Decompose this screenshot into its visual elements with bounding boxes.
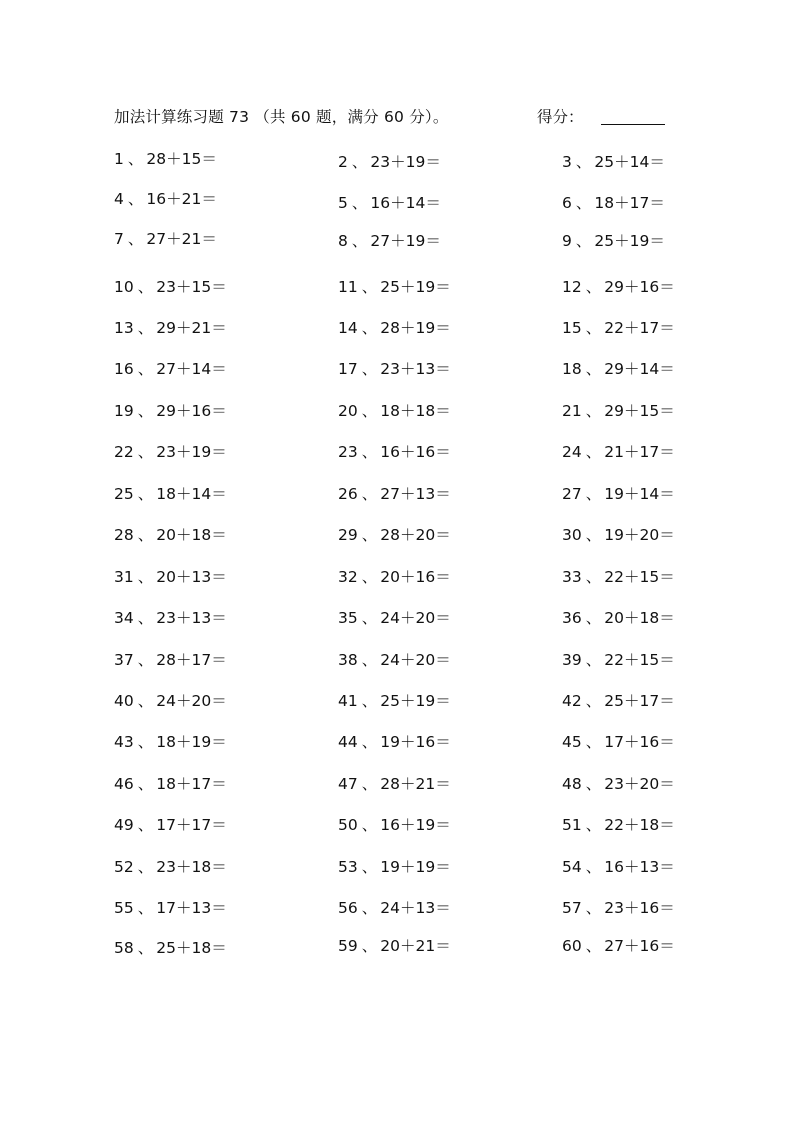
problem-expression: 23＋19＝ bbox=[370, 153, 441, 171]
problem-separator: 、 bbox=[137, 651, 154, 669]
problem-number: 48 bbox=[562, 775, 582, 793]
problem-number: 10 bbox=[114, 278, 134, 296]
problem-expression: 19＋14＝ bbox=[604, 485, 675, 503]
problem-separator: 、 bbox=[361, 609, 378, 627]
problem-number: 30 bbox=[562, 526, 582, 544]
problem-separator: 、 bbox=[127, 230, 144, 248]
problem-separator: 、 bbox=[361, 526, 378, 544]
problem-expression: 27＋21＝ bbox=[146, 230, 217, 248]
problem-expression: 27＋14＝ bbox=[156, 360, 227, 378]
problem-expression: 25＋17＝ bbox=[604, 692, 675, 710]
problem-number: 9 bbox=[562, 232, 572, 250]
problem-expression: 28＋20＝ bbox=[380, 526, 451, 544]
problem-number: 2 bbox=[338, 153, 348, 171]
problem-expression: 27＋13＝ bbox=[380, 485, 451, 503]
problem-item bbox=[338, 276, 451, 298]
problem-item bbox=[114, 188, 217, 210]
problem-separator: 、 bbox=[585, 651, 602, 669]
problem-item bbox=[114, 441, 227, 463]
problem-separator: 、 bbox=[585, 485, 602, 503]
problem-separator: 、 bbox=[361, 937, 378, 955]
problem-expression: 28＋17＝ bbox=[156, 651, 227, 669]
problem-separator: 、 bbox=[137, 692, 154, 710]
problem-number: 5 bbox=[338, 194, 348, 212]
problem-separator: 、 bbox=[585, 609, 602, 627]
score-label: 得分： bbox=[537, 108, 584, 126]
problem-item bbox=[338, 935, 451, 957]
problem-item bbox=[114, 483, 227, 505]
problem-number: 59 bbox=[338, 937, 358, 955]
problem-item bbox=[114, 897, 227, 919]
problem-item bbox=[562, 276, 675, 298]
problem-item bbox=[114, 228, 217, 250]
problem-expression: 28＋19＝ bbox=[380, 319, 451, 337]
problem-item bbox=[562, 524, 675, 546]
problem-number: 35 bbox=[338, 609, 358, 627]
problem-item bbox=[114, 731, 227, 753]
problem-separator: 、 bbox=[585, 568, 602, 586]
problem-expression: 25＋18＝ bbox=[156, 939, 227, 957]
problem-separator: 、 bbox=[585, 526, 602, 544]
problem-expression: 29＋14＝ bbox=[604, 360, 675, 378]
problem-number: 18 bbox=[562, 360, 582, 378]
problem-item bbox=[338, 192, 441, 214]
problem-number: 15 bbox=[562, 319, 582, 337]
problem-expression: 28＋15＝ bbox=[146, 150, 217, 168]
problem-item bbox=[114, 524, 227, 546]
problem-separator: 、 bbox=[585, 733, 602, 751]
problem-separator: 、 bbox=[137, 360, 154, 378]
problem-expression: 17＋16＝ bbox=[604, 733, 675, 751]
problem-number: 23 bbox=[338, 443, 358, 461]
problem-separator: 、 bbox=[585, 278, 602, 296]
problem-number: 25 bbox=[114, 485, 134, 503]
problem-expression: 19＋20＝ bbox=[604, 526, 675, 544]
problem-separator: 、 bbox=[361, 858, 378, 876]
problem-expression: 21＋17＝ bbox=[604, 443, 675, 461]
problem-number: 54 bbox=[562, 858, 582, 876]
problem-number: 39 bbox=[562, 651, 582, 669]
problem-separator: 、 bbox=[585, 937, 602, 955]
problem-number: 4 bbox=[114, 190, 124, 208]
problem-item bbox=[114, 814, 227, 836]
problem-expression: 22＋15＝ bbox=[604, 651, 675, 669]
problem-item bbox=[562, 773, 675, 795]
problem-number: 1 bbox=[114, 150, 124, 168]
problem-number: 29 bbox=[338, 526, 358, 544]
problem-item bbox=[562, 483, 675, 505]
problem-item bbox=[338, 524, 451, 546]
problem-item bbox=[114, 937, 227, 959]
problem-item bbox=[338, 897, 451, 919]
problem-expression: 19＋19＝ bbox=[380, 858, 451, 876]
problem-item bbox=[562, 897, 675, 919]
problem-separator: 、 bbox=[361, 733, 378, 751]
problem-number: 26 bbox=[338, 485, 358, 503]
problem-separator: 、 bbox=[137, 816, 154, 834]
problem-number: 24 bbox=[562, 443, 582, 461]
problem-number: 49 bbox=[114, 816, 134, 834]
problem-expression: 18＋17＝ bbox=[594, 194, 665, 212]
problem-item bbox=[114, 649, 227, 671]
problem-item bbox=[114, 400, 227, 422]
problem-separator: 、 bbox=[351, 194, 368, 212]
problem-number: 38 bbox=[338, 651, 358, 669]
problem-separator: 、 bbox=[137, 899, 154, 917]
problem-expression: 18＋14＝ bbox=[156, 485, 227, 503]
problem-separator: 、 bbox=[361, 775, 378, 793]
problem-item bbox=[338, 856, 451, 878]
problem-item bbox=[562, 230, 665, 252]
problem-expression: 20＋16＝ bbox=[380, 568, 451, 586]
problem-separator: 、 bbox=[585, 858, 602, 876]
problem-number: 32 bbox=[338, 568, 358, 586]
problem-expression: 16＋21＝ bbox=[146, 190, 217, 208]
problem-separator: 、 bbox=[361, 568, 378, 586]
problem-number: 56 bbox=[338, 899, 358, 917]
problem-item bbox=[562, 400, 675, 422]
problem-item bbox=[114, 566, 227, 588]
problem-expression: 25＋14＝ bbox=[594, 153, 665, 171]
problem-number: 60 bbox=[562, 937, 582, 955]
problem-separator: 、 bbox=[575, 194, 592, 212]
problem-expression: 24＋20＝ bbox=[380, 651, 451, 669]
problem-item bbox=[562, 441, 675, 463]
problem-number: 31 bbox=[114, 568, 134, 586]
problem-item bbox=[338, 773, 451, 795]
problem-number: 44 bbox=[338, 733, 358, 751]
problem-separator: 、 bbox=[585, 402, 602, 420]
problem-item bbox=[114, 276, 227, 298]
problem-number: 52 bbox=[114, 858, 134, 876]
problem-separator: 、 bbox=[361, 485, 378, 503]
problem-expression: 29＋16＝ bbox=[604, 278, 675, 296]
problem-separator: 、 bbox=[127, 190, 144, 208]
problem-item bbox=[562, 690, 675, 712]
problem-separator: 、 bbox=[585, 692, 602, 710]
problem-item bbox=[114, 856, 227, 878]
problem-expression: 27＋16＝ bbox=[604, 937, 675, 955]
problem-expression: 16＋13＝ bbox=[604, 858, 675, 876]
problem-number: 34 bbox=[114, 609, 134, 627]
problem-number: 33 bbox=[562, 568, 582, 586]
problem-item bbox=[338, 814, 451, 836]
problem-number: 3 bbox=[562, 153, 572, 171]
problem-item bbox=[562, 856, 675, 878]
problem-separator: 、 bbox=[137, 443, 154, 461]
problem-separator: 、 bbox=[585, 360, 602, 378]
problem-separator: 、 bbox=[137, 568, 154, 586]
problem-separator: 、 bbox=[361, 402, 378, 420]
problem-separator: 、 bbox=[585, 899, 602, 917]
problem-number: 16 bbox=[114, 360, 134, 378]
problem-number: 8 bbox=[338, 232, 348, 250]
problem-expression: 29＋21＝ bbox=[156, 319, 227, 337]
problem-expression: 18＋18＝ bbox=[380, 402, 451, 420]
problem-separator: 、 bbox=[137, 485, 154, 503]
problem-expression: 22＋17＝ bbox=[604, 319, 675, 337]
problem-expression: 23＋20＝ bbox=[604, 775, 675, 793]
problem-item bbox=[338, 230, 441, 252]
problem-number: 41 bbox=[338, 692, 358, 710]
problem-separator: 、 bbox=[361, 278, 378, 296]
problem-item bbox=[562, 731, 675, 753]
problem-expression: 19＋16＝ bbox=[380, 733, 451, 751]
problem-item bbox=[562, 649, 675, 671]
problem-separator: 、 bbox=[361, 319, 378, 337]
problem-item bbox=[562, 358, 675, 380]
problem-item bbox=[114, 358, 227, 380]
problem-item bbox=[562, 192, 665, 214]
problem-separator: 、 bbox=[137, 939, 154, 957]
problem-expression: 23＋13＝ bbox=[380, 360, 451, 378]
problem-item bbox=[562, 814, 675, 836]
problem-expression: 29＋15＝ bbox=[604, 402, 675, 420]
problem-separator: 、 bbox=[575, 232, 592, 250]
problem-expression: 29＋16＝ bbox=[156, 402, 227, 420]
problem-item bbox=[114, 690, 227, 712]
problem-number: 46 bbox=[114, 775, 134, 793]
problem-item bbox=[562, 151, 665, 173]
problem-number: 58 bbox=[114, 939, 134, 957]
problem-item bbox=[562, 566, 675, 588]
problem-expression: 23＋13＝ bbox=[156, 609, 227, 627]
problem-separator: 、 bbox=[361, 651, 378, 669]
problem-expression: 27＋19＝ bbox=[370, 232, 441, 250]
problem-number: 13 bbox=[114, 319, 134, 337]
problem-number: 14 bbox=[338, 319, 358, 337]
problem-number: 55 bbox=[114, 899, 134, 917]
problem-separator: 、 bbox=[361, 443, 378, 461]
problem-number: 20 bbox=[338, 402, 358, 420]
problem-item bbox=[562, 317, 675, 339]
problem-item bbox=[338, 441, 451, 463]
problem-item bbox=[562, 607, 675, 629]
problem-item bbox=[338, 566, 451, 588]
problem-number: 37 bbox=[114, 651, 134, 669]
problem-separator: 、 bbox=[575, 153, 592, 171]
problem-expression: 25＋19＝ bbox=[380, 692, 451, 710]
problem-separator: 、 bbox=[361, 360, 378, 378]
problem-expression: 23＋18＝ bbox=[156, 858, 227, 876]
problem-number: 47 bbox=[338, 775, 358, 793]
problem-number: 17 bbox=[338, 360, 358, 378]
problem-expression: 22＋18＝ bbox=[604, 816, 675, 834]
problem-expression: 17＋17＝ bbox=[156, 816, 227, 834]
problem-item bbox=[114, 607, 227, 629]
problem-separator: 、 bbox=[137, 775, 154, 793]
problem-expression: 20＋18＝ bbox=[156, 526, 227, 544]
problem-number: 7 bbox=[114, 230, 124, 248]
problem-number: 42 bbox=[562, 692, 582, 710]
problem-item bbox=[338, 649, 451, 671]
problem-number: 51 bbox=[562, 816, 582, 834]
problem-expression: 18＋19＝ bbox=[156, 733, 227, 751]
problem-item bbox=[114, 773, 227, 795]
problem-separator: 、 bbox=[585, 816, 602, 834]
problem-expression: 20＋21＝ bbox=[380, 937, 451, 955]
problem-separator: 、 bbox=[137, 733, 154, 751]
problem-separator: 、 bbox=[127, 150, 144, 168]
problem-expression: 23＋19＝ bbox=[156, 443, 227, 461]
problem-number: 6 bbox=[562, 194, 572, 212]
problem-item bbox=[338, 317, 451, 339]
problem-item bbox=[338, 607, 451, 629]
problem-separator: 、 bbox=[585, 443, 602, 461]
problem-number: 11 bbox=[338, 278, 358, 296]
problem-expression: 24＋13＝ bbox=[380, 899, 451, 917]
problem-number: 43 bbox=[114, 733, 134, 751]
problem-separator: 、 bbox=[361, 899, 378, 917]
problem-separator: 、 bbox=[585, 319, 602, 337]
problem-separator: 、 bbox=[585, 775, 602, 793]
problem-item bbox=[338, 483, 451, 505]
problem-number: 22 bbox=[114, 443, 134, 461]
problem-number: 27 bbox=[562, 485, 582, 503]
problem-separator: 、 bbox=[137, 609, 154, 627]
problem-expression: 16＋14＝ bbox=[370, 194, 441, 212]
problem-separator: 、 bbox=[351, 232, 368, 250]
problem-expression: 20＋18＝ bbox=[604, 609, 675, 627]
problem-expression: 18＋17＝ bbox=[156, 775, 227, 793]
problem-expression: 24＋20＝ bbox=[380, 609, 451, 627]
problem-separator: 、 bbox=[137, 526, 154, 544]
problem-separator: 、 bbox=[137, 319, 154, 337]
problem-expression: 17＋13＝ bbox=[156, 899, 227, 917]
problem-item bbox=[338, 151, 441, 173]
problem-expression: 16＋19＝ bbox=[380, 816, 451, 834]
problem-number: 21 bbox=[562, 402, 582, 420]
problem-number: 45 bbox=[562, 733, 582, 751]
problem-expression: 28＋21＝ bbox=[380, 775, 451, 793]
problem-number: 28 bbox=[114, 526, 134, 544]
problem-number: 19 bbox=[114, 402, 134, 420]
problem-expression: 20＋13＝ bbox=[156, 568, 227, 586]
problem-item bbox=[114, 317, 227, 339]
problem-expression: 24＋20＝ bbox=[156, 692, 227, 710]
problem-separator: 、 bbox=[137, 858, 154, 876]
problem-number: 36 bbox=[562, 609, 582, 627]
problem-number: 57 bbox=[562, 899, 582, 917]
problem-item bbox=[114, 148, 217, 170]
problem-item bbox=[562, 935, 675, 957]
problem-separator: 、 bbox=[351, 153, 368, 171]
problem-number: 40 bbox=[114, 692, 134, 710]
problem-item bbox=[338, 400, 451, 422]
problem-number: 50 bbox=[338, 816, 358, 834]
problem-expression: 23＋15＝ bbox=[156, 278, 227, 296]
worksheet-title: 加法计算练习题 73 （共 60 题，满分 60 分）。 bbox=[114, 108, 449, 126]
problem-item bbox=[338, 358, 451, 380]
problem-expression: 25＋19＝ bbox=[594, 232, 665, 250]
problem-separator: 、 bbox=[137, 278, 154, 296]
problem-item bbox=[338, 690, 451, 712]
problem-expression: 25＋19＝ bbox=[380, 278, 451, 296]
problem-expression: 22＋15＝ bbox=[604, 568, 675, 586]
problem-expression: 23＋16＝ bbox=[604, 899, 675, 917]
problem-item bbox=[338, 731, 451, 753]
problem-separator: 、 bbox=[361, 816, 378, 834]
problem-expression: 16＋16＝ bbox=[380, 443, 451, 461]
problem-separator: 、 bbox=[137, 402, 154, 420]
problem-number: 12 bbox=[562, 278, 582, 296]
problem-separator: 、 bbox=[361, 692, 378, 710]
problem-number: 53 bbox=[338, 858, 358, 876]
